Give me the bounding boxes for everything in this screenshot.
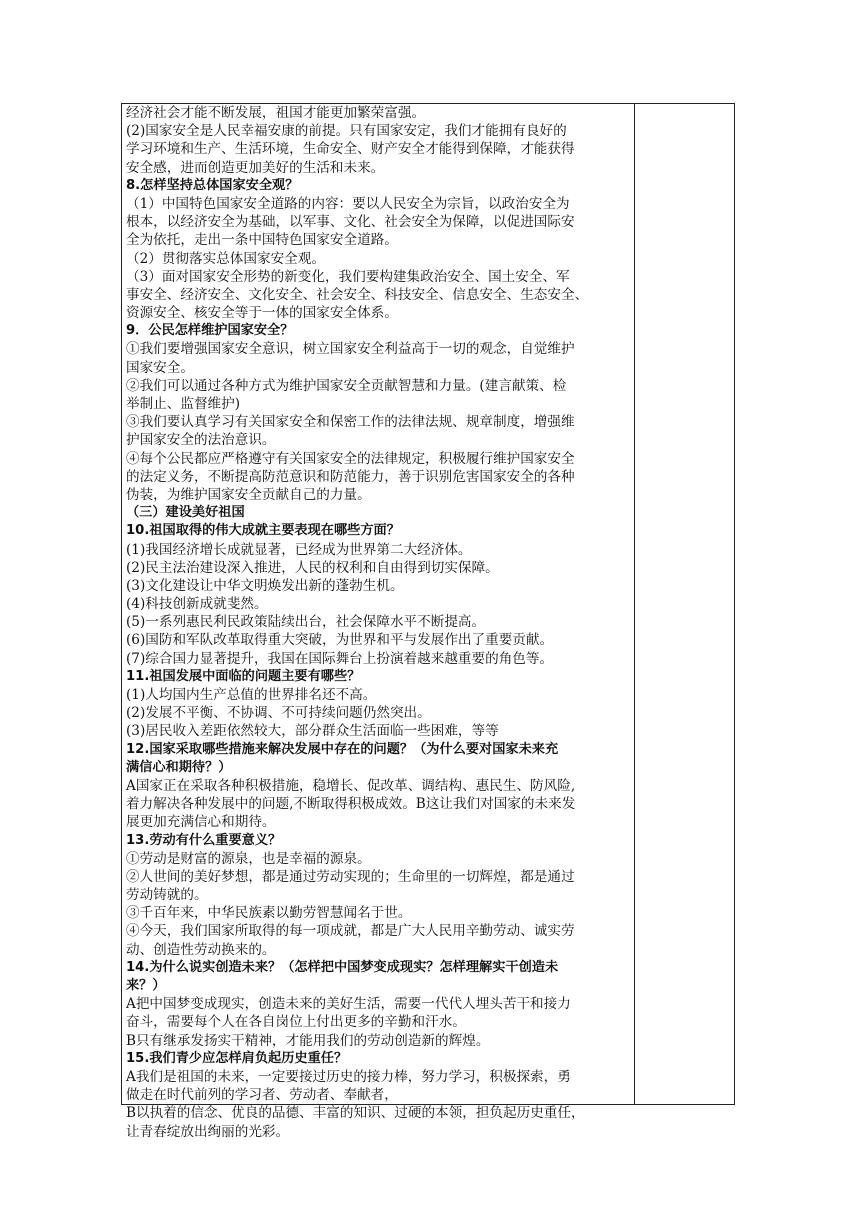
section-heading: （三）建设美好祖国 [126, 505, 245, 521]
text-line: 安全感，进而创造更加美好的生活和未来。 [126, 159, 385, 176]
text-line: A国家正在采取各种积极措施，稳增长、促改革、调结构、惠民生、防风险, [126, 777, 576, 794]
text-line: (2)国家安全是人民幸福安康的前提。只有国家安定，我们才能拥有良好的 [126, 123, 567, 140]
text-line: (2)民主法治建设深入推进，人民的权利和自由得到切实保障。 [126, 559, 499, 576]
text-line: （2）贯彻落实总体国家安全观。 [126, 250, 325, 267]
text-line: ④每个公民都应严格遵守有关国家安全的法律规定，积极履行维护国家安全 [126, 450, 575, 467]
question-heading: 10.祖国取得的伟大成就主要表现在哪些方面？ [126, 523, 400, 539]
text-line: 动、创造性劳动换来的。 [126, 941, 276, 958]
text-line: (3)居民收入差距依然较大，部分群众生活面临一些困难，等等 [126, 723, 499, 740]
text-line: 做走在时代前列的学习者、劳动者、奉献者， [126, 1087, 398, 1104]
question-heading: 13.劳动有什么重要意义？ [126, 832, 282, 848]
text-line: 让青春绽放出绚丽的光彩。 [126, 1123, 290, 1140]
question-heading: 12.国家采取哪些措施来解决发展中存在的问题？（为什么要对国家未来充 [126, 741, 559, 757]
question-heading: 11.祖国发展中面临的问题主要有哪些？ [126, 668, 361, 684]
text-line: 事安全、经济安全、文化安全、社会安全、科技安全、信息安全、生态安全、 [126, 286, 589, 303]
text-line: 展更加充满信心和期待。 [126, 814, 276, 831]
text-line: (4)科技创新成就斐然。 [126, 596, 268, 613]
text-line: (1)我国经济增长成就显著，已经成为世界第二大经济体。 [126, 541, 472, 558]
text-line: 的法定义务，不断提高防范意识和防范能力，善于识别危害国家安全的各种 [126, 468, 575, 485]
content-table [121, 103, 735, 1140]
text-line: 全为依托，走出一条中国特色国家安全道路。 [126, 232, 398, 249]
text-line: 劳动铸就的。 [126, 887, 208, 904]
text-line: ②人世间的美好梦想，都是通过劳动实现的；生命里的一切辉煌，都是通过 [126, 868, 575, 885]
text-line: 学习环境和生产、生活环境，生命安全、财产安全才能得到保障，才能获得 [126, 141, 575, 158]
text-line: ③我们要认真学习有关国家安全和保密工作的法律法规、规章制度，增强维 [126, 414, 575, 431]
text-line: （3）面对国家安全形势的新变化，我们要构建集政治安全、国土安全、军 [126, 268, 570, 285]
text-line: 奋斗，需要每个人在各自岗位上付出更多的辛勤和汗水。 [126, 1014, 466, 1031]
text-line: A把中国梦变成现实，创造未来的美好生活，需要一代代人埋头苦干和接力 [126, 996, 571, 1013]
question-heading: 来？） [126, 978, 166, 993]
text-line: ③千百年来，中华民族素以勤劳智慧闻名于世。 [126, 905, 412, 922]
text-line: （1）中国特色国家安全道路的内容：要以人民安全为宗旨，以政治安全为 [126, 195, 570, 212]
text-line: (5)一系列惠民利民政策陆续出台，社会保障水平不断提高。 [126, 614, 486, 631]
text-line: ①我们要增强国家安全意识，树立国家安全利益高于一切的观念，自觉维护 [126, 341, 575, 358]
question-heading: 满信心和期待？） [126, 759, 232, 775]
text-line: 根本，以经济安全为基础，以军事、文化、社会安全为保障，以促进国际安 [126, 214, 575, 231]
question-heading: 9．公民怎样维护国家安全？ [126, 323, 294, 339]
text-line: 资源安全、核安全等于一体的国家安全体系。 [126, 305, 398, 322]
text-line: 着力解决各种发展中的问题,不断取得积极成效。B这让我们对国家的未来发 [126, 796, 576, 813]
text-line: 举制止、监督维护) [126, 396, 241, 412]
text-line: ①劳动是财富的源泉，也是幸福的源泉。 [126, 850, 371, 867]
text-line: ②我们可以通过各种方式为维护国家安全贡献智慧和力量。(建言献策、检 [126, 377, 567, 394]
text-line: 伪装，为维护国家安全贡献自己的力量。 [126, 486, 371, 503]
text-line: 国家安全。 [126, 359, 194, 376]
question-heading: 15.我们青少应怎样肩负起历史重任？ [126, 1050, 348, 1066]
text-line: (7)综合国力显著提升，我国在国际舞台上扮演着越来越重要的角色等。 [126, 650, 554, 667]
question-heading: 8.怎样坚持总体国家安全观？ [126, 177, 299, 193]
text-line: (3)文化建设让中华文明焕发出新的蓬勃生机。 [126, 577, 404, 594]
text-line: 护国家安全的法治意识。 [126, 432, 276, 449]
text-line: (1)人均国内生产总值的世界排名还不高。 [126, 687, 377, 703]
text-line: 经济社会才能不断发展，祖国才能更加繁荣富强。 [126, 105, 426, 121]
text-line: ④今天，我们国家所取得的每一项成就，都是广大人民用辛勤劳动、诚实劳 [126, 923, 575, 940]
content-column [126, 104, 630, 1141]
text-line: A我们是祖国的未来，一定要接过历史的接力棒，努力学习，积极探索，勇 [126, 1068, 571, 1085]
notes-column [635, 104, 734, 1104]
text-line: B只有继承发扬实干精神，才能用我们的劳动创造新的辉煌。 [126, 1032, 490, 1049]
text-line: (2)发展不平衡、不协调、不可持续问题仍然突出。 [126, 705, 431, 722]
text-line: B以执着的信念、优良的品德、丰富的知识、过硬的本领，担负起历史重任， [126, 1105, 585, 1122]
text-line: (6)国防和军队改革取得重大突破，为世界和平与发展作出了重要贡献。 [126, 632, 554, 649]
question-heading: 14.为什么说实创造未来？（怎样把中国梦变成现实？怎样理解实干创造未 [126, 959, 559, 975]
